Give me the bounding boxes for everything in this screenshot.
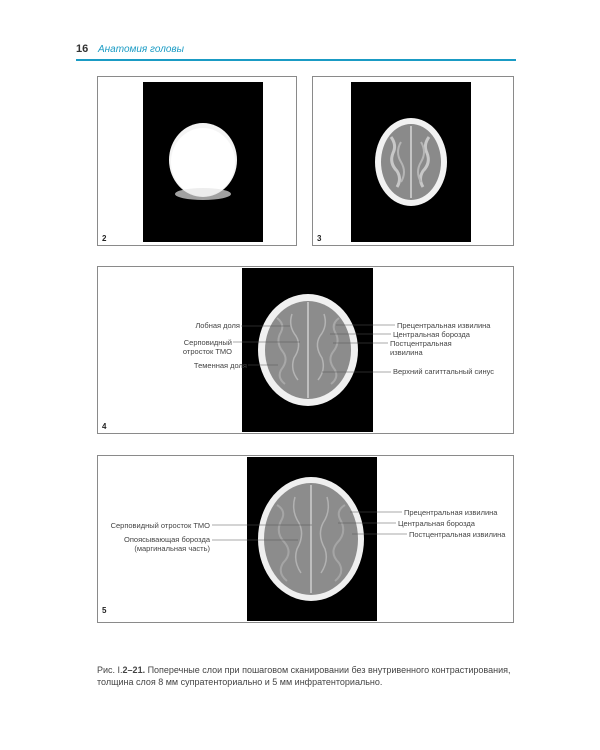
- label-central-sulcus: Центральная борозда: [393, 330, 470, 339]
- figure-3-panel: [312, 76, 514, 246]
- label-postcentral-gyrus-line1: Постцентральная: [390, 339, 452, 348]
- ct-slice-5-graphic: [247, 457, 377, 621]
- label-frontal-lobe: Лобная доля: [195, 321, 240, 330]
- ct-slice-3-graphic: [351, 82, 471, 242]
- label-superior-sagittal-sinus: Верхний сагиттальный синус: [393, 367, 495, 376]
- label-precentral-gyrus: Прецентральная извилина: [397, 321, 491, 330]
- figure-2-panel: [97, 76, 297, 246]
- label-postcentral-gyrus: Постцентральная извилина: [409, 530, 506, 539]
- ct-slice-4-graphic: [242, 268, 373, 432]
- label-parietal-lobe: Теменная доля: [193, 361, 247, 370]
- ct-scan-image-5: [247, 457, 377, 621]
- header-rule: [76, 59, 516, 61]
- label-central-sulcus: Центральная борозда: [398, 519, 475, 528]
- figure-number: 5: [102, 606, 107, 615]
- figure-number: 3: [317, 234, 322, 243]
- label-cingulate-sulcus-line1: Опоясывающая борозда: [124, 535, 210, 544]
- figure-caption: [97, 664, 517, 688]
- ct-slice-2-graphic: [143, 82, 263, 242]
- ct-scan-image-2: [143, 82, 263, 242]
- caption-range: 2–21.: [122, 665, 146, 675]
- label-falx-cerebri-line1: Серповидный: [183, 338, 232, 347]
- label-falx-cerebri-line2: отросток ТМО: [182, 347, 232, 356]
- label-postcentral-gyrus-line2: извилина: [390, 348, 423, 357]
- caption-line2: толщина слоя 8 мм супратенториально и 5 мм инфратенториально.: [97, 677, 383, 687]
- figure-number: 2: [102, 234, 107, 243]
- label-cingulate-sulcus-line2: (маргинальная часть): [134, 544, 210, 553]
- caption-line1: Поперечные слои при пошаговом сканировании без внутривенного контрастирования,: [145, 665, 511, 675]
- figure-number: 4: [102, 422, 107, 431]
- page-number: 16: [76, 43, 89, 55]
- running-title: Анатомия головы: [98, 44, 184, 55]
- ct-scan-image-4: [242, 268, 373, 432]
- label-falx-cerebri: Серповидный отросток ТМО: [110, 521, 210, 530]
- caption-prefix: Рис. I.: [97, 665, 123, 675]
- page-header: [76, 42, 516, 62]
- label-precentral-gyrus: Прецентральная извилина: [404, 508, 498, 517]
- ct-scan-image-3: [351, 82, 471, 242]
